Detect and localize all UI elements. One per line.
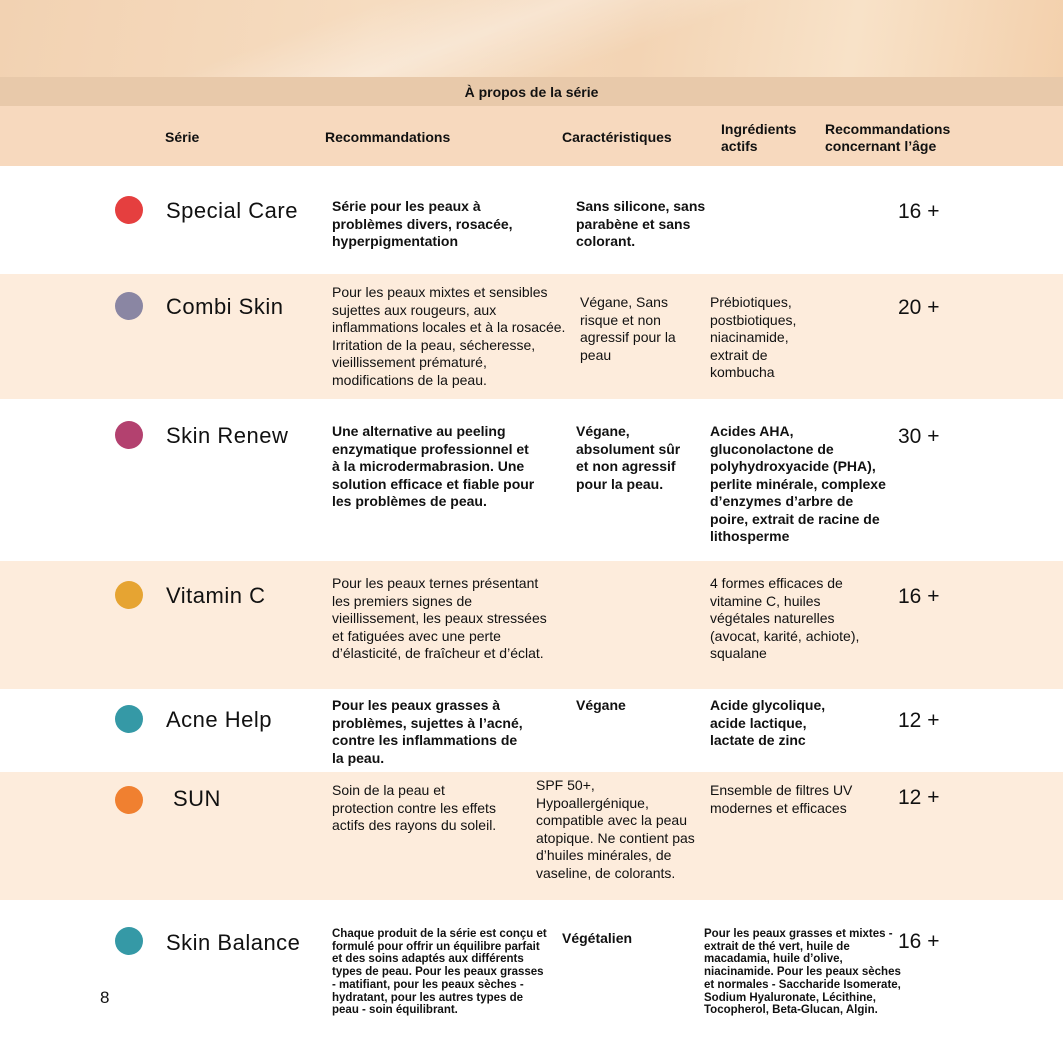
series-color-dot xyxy=(115,927,143,955)
age-cell: 16 + xyxy=(898,200,940,223)
recommandations-cell: Soin de la peau et protection contre les effets actifs des rayons du soleil. xyxy=(332,782,497,833)
series-color-dot xyxy=(115,196,143,224)
table-row xyxy=(0,772,1063,900)
series-name: Combi Skin xyxy=(166,294,284,319)
age-cell: 12 + xyxy=(898,786,940,809)
table-header xyxy=(0,106,1063,166)
ingredients-cell: Ensemble de filtres UV modernes et efficaces xyxy=(710,782,853,816)
series-name: Special Care xyxy=(166,198,298,223)
age-cell: 20 + xyxy=(898,296,940,319)
caracteristiques-cell: Sans silicone, sans parabène et sans colorant. xyxy=(576,198,706,249)
series-color-dot xyxy=(115,421,143,449)
series-color-dot xyxy=(115,786,143,814)
series-name: Skin Renew xyxy=(166,423,289,448)
ingredients-cell: Acide glycolique, acide lactique, lactate de zinc xyxy=(710,697,826,748)
caracteristiques-cell: Végane, Sans risque et non agressif pour la peau xyxy=(580,294,676,363)
series-name: Acne Help xyxy=(166,707,273,732)
ingredients-cell: Pour les peaux grasses et mixtes - extrait de thé vert, huile de macadamia, huile d’olive, niacinamide. Pour les peaux sèches et normales - Saccharide Isomerate, Sodium Hyaluronate, Lécithine, Tocopherol, Beta-Glucan, Algin. xyxy=(704,928,901,1017)
series-name: Vitamin C xyxy=(166,583,266,608)
header-caracteristiques: Caractéristiques xyxy=(562,129,672,145)
recommandations-cell: Série pour les peaux à problèmes divers, rosacée, hyperpigmentation xyxy=(332,198,513,249)
table-row xyxy=(0,166,1063,274)
ingredients-cell: Acides AHA, gluconolactone de polyhydroxyacide (PHA), perlite minérale, complexe d’enzymes d’arbre de poire, extrait de racine de lithosperme xyxy=(710,423,886,544)
header-ingredients: Ingrédients actifs xyxy=(721,121,797,154)
table-row xyxy=(0,561,1063,689)
table-row xyxy=(0,399,1063,561)
age-cell: 16 + xyxy=(898,930,940,953)
age-cell: 16 + xyxy=(898,585,940,608)
table-row xyxy=(0,689,1063,772)
series-name: Skin Balance xyxy=(166,930,301,955)
series-color-dot xyxy=(115,705,143,733)
recommandations-cell: Une alternative au peeling enzymatique professionnel et à la microdermabrasion. Une solution efficace et fiable pour les problèmes de peau. xyxy=(332,423,535,509)
age-cell: 12 + xyxy=(898,709,940,732)
header-age: Recommandations concernant l’âge xyxy=(825,121,951,154)
header-serie: Série xyxy=(165,129,200,145)
ingredients-cell: Prébiotiques, postbiotiques, niacinamide, extrait de kombucha xyxy=(710,294,797,380)
caracteristiques-cell: Végane xyxy=(576,697,626,713)
header-banner-image xyxy=(0,0,1063,77)
caracteristiques-cell: Végétalien xyxy=(562,930,633,946)
recommandations-cell: Pour les peaux ternes présentant les premiers signes de vieillissement, les peaux stressées et fatiguées avec une perte d’élasticité, de fraîcheur et d’éclat. xyxy=(332,575,547,661)
series-name: SUN xyxy=(173,786,221,811)
recommandations-cell: Pour les peaux grasses à problèmes, sujettes à l’acné, contre les inflammations de la peau. xyxy=(332,697,523,766)
header-recommandations: Recommandations xyxy=(325,129,451,145)
recommandations-cell: Pour les peaux mixtes et sensibles sujettes aux rougeurs, aux inflammations locales et à la rosacée. Irritation de la peau, sécheresse, vieillissement prématuré, modifications de la peau. xyxy=(332,284,566,388)
caracteristiques-cell: SPF 50+, Hypoallergénique, compatible avec la peau atopique. Ne contient pas d’huiles minérales, de vaseline, de colorants. xyxy=(536,777,695,881)
table-row xyxy=(0,900,1063,1063)
table-row xyxy=(0,274,1063,399)
series-color-dot xyxy=(115,581,143,609)
age-cell: 30 + xyxy=(898,425,940,448)
section-title: À propos de la série xyxy=(0,77,1063,106)
caracteristiques-cell: Végane, absolument sûr et non agressif pour la peau. xyxy=(576,423,681,492)
recommandations-cell: Chaque produit de la série est conçu et formulé pour offrir un équilibre parfait et des soins adaptés aux différents types de peau. Pour les peaux grasses - matifiant, pour les peaux sèches - hydratant, pour les autres types de peau - soin équilibrant. xyxy=(332,928,547,1017)
series-color-dot xyxy=(115,292,143,320)
page-number: 8 xyxy=(100,988,110,1007)
ingredients-cell: 4 formes efficaces de vitamine C, huiles végétales naturelles (avocat, karité, achiote), squalane xyxy=(710,575,860,661)
